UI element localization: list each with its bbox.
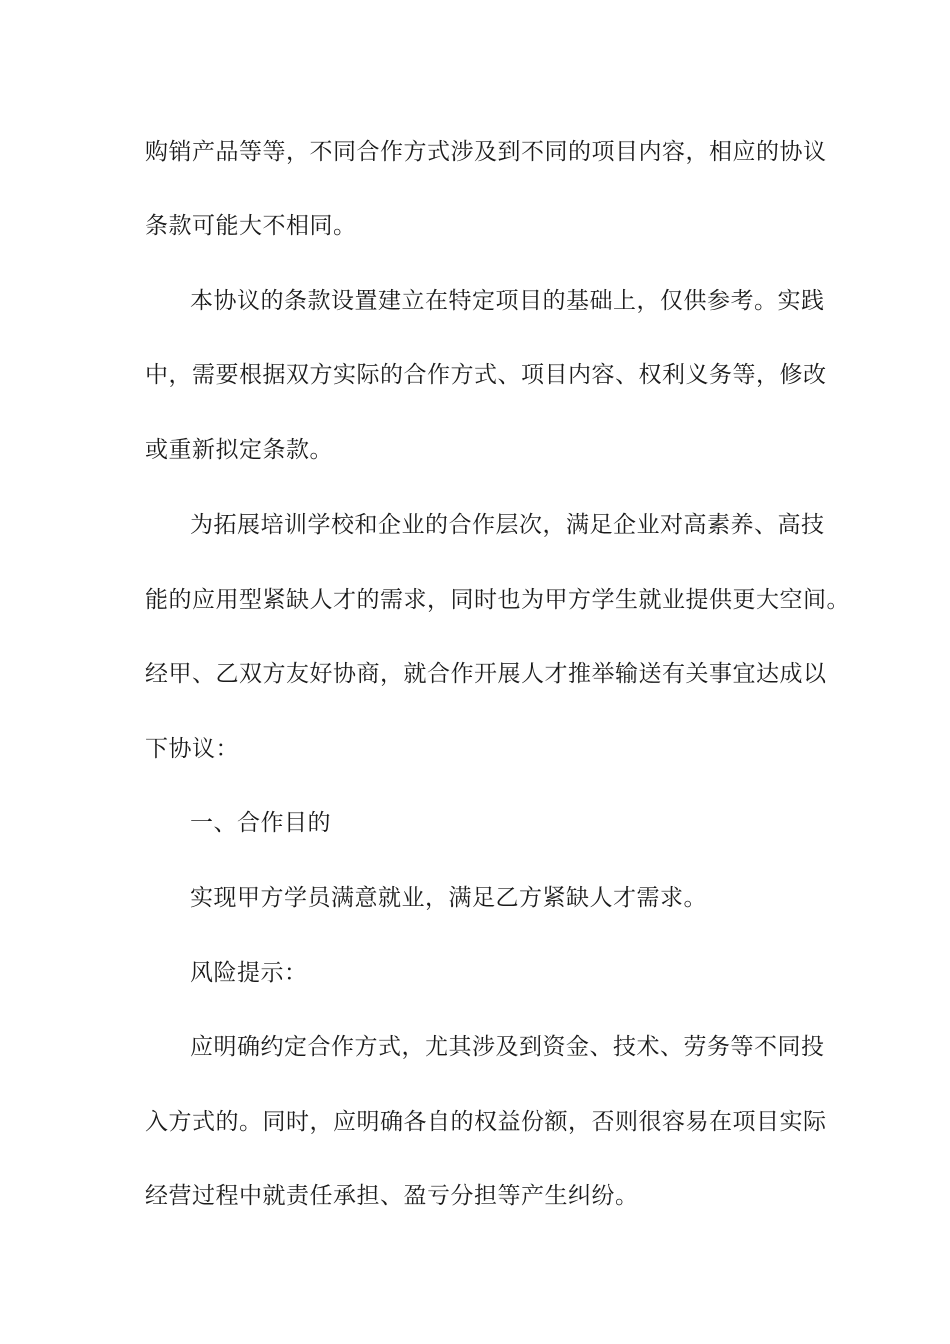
paragraph-line: 入方式的。同时，应明确各自的权益份额，否则很容易在项目实际 <box>145 1109 827 1135</box>
paragraph-line: 中，需要根据双方实际的合作方式、项目内容、权利义务等，修改 <box>145 362 827 388</box>
paragraph-line: 为拓展培训学校和企业的合作层次，满足企业对高素养、高技 <box>190 512 825 538</box>
paragraph-line: 下协议： <box>145 736 239 762</box>
section-heading: 一、合作目的 <box>190 810 331 836</box>
paragraph-line: 经营过程中就责任承担、盈亏分担等产生纠纷。 <box>145 1183 639 1209</box>
paragraph-line: 能的应用型紧缺人才的需求，同时也为甲方学生就业提供更大空间。 <box>145 587 850 613</box>
paragraph-line: 或重新拟定条款。 <box>145 437 333 463</box>
paragraph-line: 购销产品等等，不同合作方式涉及到不同的项目内容，相应的协议 <box>145 139 827 165</box>
paragraph-line: 应明确约定合作方式，尤其涉及到资金、技术、劳务等不同投 <box>190 1034 825 1060</box>
paragraph-line: 实现甲方学员满意就业，满足乙方紧缺人才需求。 <box>190 885 707 911</box>
paragraph-line: 条款可能大不相同。 <box>145 213 357 239</box>
paragraph-line: 本协议的条款设置建立在特定项目的基础上，仅供参考。实践 <box>190 288 825 314</box>
paragraph-line: 经甲、乙双方友好协商，就合作开展人才推举输送有关事宜达成以 <box>145 661 827 687</box>
risk-heading: 风险提示： <box>190 960 308 986</box>
